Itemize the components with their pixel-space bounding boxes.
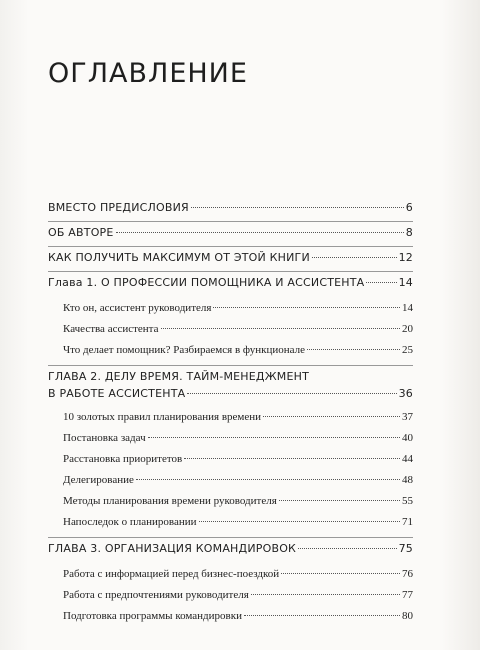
toc-subentry-title: Постановка задач <box>63 432 146 444</box>
toc-entry[interactable] <box>48 197 413 221</box>
toc-subentry[interactable] <box>48 344 413 365</box>
dot-leader <box>184 458 400 459</box>
toc-subentry[interactable] <box>48 432 413 453</box>
dot-leader <box>213 307 400 308</box>
dot-leader <box>263 416 400 417</box>
toc-chapter-page: 14 <box>398 276 413 289</box>
toc-subentry-title: Работа с информацией перед бизнес-поездкой <box>63 568 280 580</box>
toc-subentry-page: 20 <box>402 323 413 335</box>
dot-leader <box>298 548 397 549</box>
toc-subentry-page: 40 <box>402 432 413 444</box>
toc-subentry-page: 71 <box>402 516 413 528</box>
toc-subentry-page: 48 <box>402 474 413 486</box>
toc-subentry[interactable] <box>48 405 413 432</box>
dot-leader <box>136 479 400 480</box>
toc-subentry[interactable] <box>48 610 413 631</box>
dot-leader <box>191 207 404 208</box>
toc-subentry-title: Кто он, ассистент руководителя <box>63 302 212 314</box>
toc-chapter[interactable] <box>48 365 413 405</box>
toc-subentry-page: 80 <box>402 610 413 622</box>
toc-entry-title: КАК ПОЛУЧИТЬ МАКСИМУМ ОТ ЭТОЙ КНИГИ <box>48 251 310 264</box>
dot-leader <box>251 594 400 595</box>
toc-entry[interactable] <box>48 221 413 246</box>
dot-leader <box>281 573 400 574</box>
toc-subentry[interactable] <box>48 589 413 610</box>
toc-chapter-title-line1: ГЛАВА 2. ДЕЛУ ВРЕМЯ. ТАЙМ-МЕНЕДЖМЕНТ <box>48 370 310 383</box>
toc-chapter-title-line2: В РАБОТЕ АССИСТЕНТА <box>48 387 186 400</box>
toc-chapter[interactable] <box>48 271 413 296</box>
toc-subentry-title: Расстановка приоритетов <box>63 453 183 465</box>
dot-leader <box>312 257 397 258</box>
toc-subentry[interactable] <box>48 453 413 474</box>
toc-subentry[interactable] <box>48 474 413 495</box>
dot-leader <box>307 349 400 350</box>
toc-subentry-page: 76 <box>402 568 413 580</box>
toc-entry-page: 6 <box>405 201 413 214</box>
toc-subentry-page: 25 <box>402 344 413 356</box>
toc-entry-title: ОБ АВТОРЕ <box>48 226 114 239</box>
toc-subentry-page: 37 <box>402 411 413 423</box>
toc-subentry-title: Делегирование <box>63 474 134 486</box>
toc-subentry-title: Методы планирования времени руководителя <box>63 495 277 507</box>
dot-leader <box>116 232 404 233</box>
toc-subentry-title: Работа с предпочтениями руководителя <box>63 589 249 601</box>
toc-chapter-page: 75 <box>398 542 413 555</box>
toc-chapter-title: Глава 1. О ПРОФЕССИИ ПОМОЩНИКА И АССИСТЕНТА <box>48 276 365 289</box>
toc-chapter-page: 36 <box>398 387 413 400</box>
toc-subentry-title: 10 золотых правил планирования времени <box>63 411 262 423</box>
dot-leader <box>161 328 400 329</box>
toc-chapter[interactable] <box>48 537 413 562</box>
toc-heading: ОГЛАВЛЕНИЕ <box>48 58 248 89</box>
toc-subentry-page: 77 <box>402 589 413 601</box>
dot-leader <box>199 521 400 522</box>
toc-subentry-title: Качества ассистента <box>63 323 159 335</box>
toc-subentry-page: 14 <box>402 302 413 314</box>
toc-subentry[interactable] <box>48 296 413 323</box>
toc-subentry-page: 55 <box>402 495 413 507</box>
toc-entry-page: 8 <box>405 226 413 239</box>
dot-leader <box>366 282 396 283</box>
toc-subentry[interactable] <box>48 323 413 344</box>
toc-subentry-title: Напоследок о планировании <box>63 516 197 528</box>
toc-subentry[interactable] <box>48 562 413 589</box>
toc-chapter-title: ГЛАВА 3. ОРГАНИЗАЦИЯ КОМАНДИРОВОК <box>48 542 297 555</box>
dot-leader <box>244 615 400 616</box>
toc-subentry[interactable] <box>48 516 413 537</box>
toc-subentry[interactable] <box>48 495 413 516</box>
dot-leader <box>279 500 400 501</box>
toc-subentry-title: Что делает помощник? Разбираемся в функционале <box>63 344 305 356</box>
toc-entry-title: ВМЕСТО ПРЕДИСЛОВИЯ <box>48 201 189 214</box>
toc-entry[interactable] <box>48 246 413 271</box>
table-of-contents <box>48 197 413 631</box>
toc-subentry-title: Подготовка программы командировки <box>63 610 242 622</box>
dot-leader <box>187 393 396 394</box>
toc-entry-page: 12 <box>398 251 413 264</box>
dot-leader <box>148 437 400 438</box>
toc-subentry-page: 44 <box>402 453 413 465</box>
